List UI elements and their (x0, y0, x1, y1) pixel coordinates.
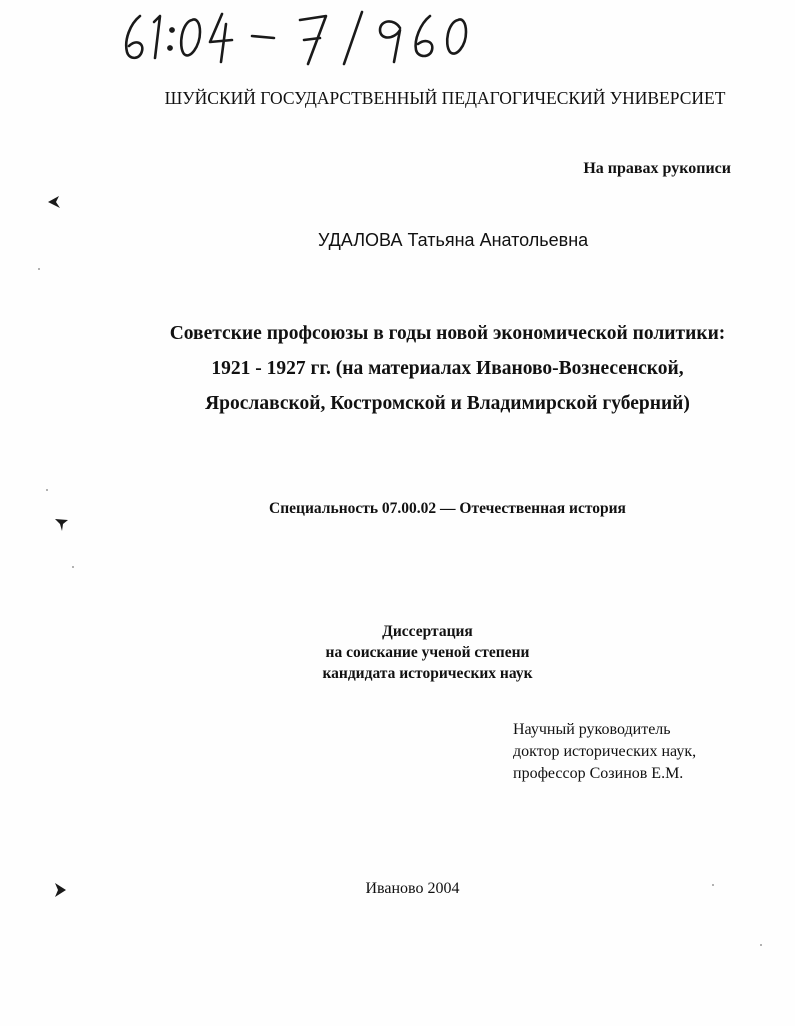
scan-mark-icon (52, 882, 68, 898)
supervisor-line: доктор исторических наук, (513, 743, 697, 760)
scan-mark-icon (54, 516, 70, 532)
scan-speck (760, 944, 762, 946)
supervisor-line: Научный руководитель (513, 721, 671, 738)
supervisor-block (513, 719, 696, 785)
scan-mark-icon (46, 194, 62, 210)
degree-line: кандидата исторических наук (322, 665, 533, 682)
city-year: Иваново 2004 (365, 880, 460, 897)
handwritten-archive-number (118, 6, 478, 70)
scan-speck (72, 566, 74, 568)
degree-line: Диссертация (382, 623, 473, 640)
scan-speck (712, 884, 714, 886)
scan-speck (46, 489, 48, 491)
scan-speck (38, 268, 40, 270)
supervisor-line: профессор Созинов Е.М. (513, 765, 684, 782)
dissertation-title (100, 316, 795, 421)
university-name: ШУЙСКИЙ ГОСУДАРСТВЕННЫЙ ПЕДАГОГИЧЕСКИЙ УНИВЕРСИЕТ (164, 88, 726, 108)
manuscript-rights-note: На правах рукописи (583, 160, 731, 177)
title-line: Советские профсоюзы в годы новой экономической политики: (169, 323, 726, 344)
title-line: 1921 - 1927 гг. (на материалах Иваново-Вознесенской, (211, 358, 684, 379)
degree-statement (100, 621, 755, 684)
author-name: УДАЛОВА Татьяна Анатольевна (318, 230, 589, 250)
specialty-line: Специальность 07.00.02 — Отечественная история (269, 500, 626, 517)
degree-line: на соискание ученой степени (325, 644, 530, 661)
title-line: Ярославской, Костромской и Владимирской губерний) (205, 393, 690, 414)
